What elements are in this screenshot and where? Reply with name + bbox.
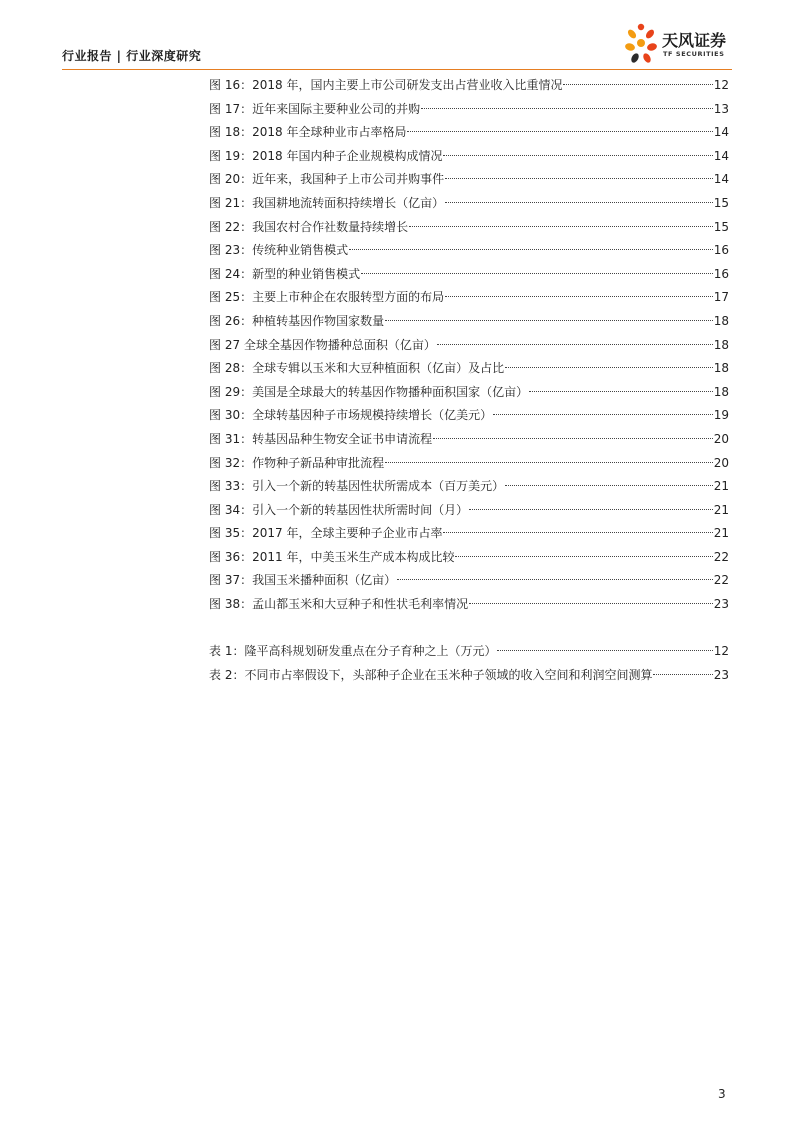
toc-entry-page: 20 [713,455,729,470]
toc-dot-leader [385,320,713,321]
toc-entry[interactable] [209,145,729,169]
toc-dot-leader [349,249,713,250]
toc-entry[interactable] [209,192,729,216]
toc-entry-page: 18 [713,337,729,352]
toc-entry-page: 16 [713,243,729,258]
toc-entry[interactable] [209,640,729,664]
page-number: 3 [718,1087,726,1101]
toc-entry-page: 12 [713,644,729,659]
table-of-contents [209,74,729,687]
toc-entry-page: 21 [713,479,729,494]
toc-entry-label: 图 27 全球全基因作物播种总面积（亿亩） [209,337,436,352]
tf-securities-logo [622,22,732,66]
toc-entry-page: 18 [713,361,729,376]
toc-entry[interactable] [209,98,729,122]
toc-entry-page: 21 [713,502,729,517]
toc-entry-label: 表 1：隆平高科规划研发重点在分子育种之上（万元） [209,644,497,659]
header-divider [62,69,732,70]
toc-entry[interactable] [209,310,729,334]
toc-entry-label: 图 21：我国耕地流转面积持续增长（亿亩） [209,195,445,210]
toc-entry[interactable] [209,475,729,499]
toc-entry-label: 图 29：美国是全球最大的转基因作物播种面积国家（亿亩） [209,384,529,399]
toc-dot-leader [497,650,712,651]
toc-entry[interactable] [209,546,729,570]
toc-entry-label: 图 26：种植转基因作物国家数量 [209,313,385,328]
toc-section-gap [209,617,729,641]
toc-entry-label: 图 38：孟山都玉米和大豆种子和性状毛利率情况 [209,597,469,612]
toc-entry-label: 图 22：我国农村合作社数量持续增长 [209,219,409,234]
toc-dot-leader [505,367,713,368]
toc-dot-leader [529,391,713,392]
toc-dot-leader [445,202,713,203]
toc-dot-leader [409,226,713,227]
toc-entry[interactable] [209,664,729,688]
toc-entry-page: 13 [713,101,729,116]
toc-entry-label: 图 34：引入一个新的转基因性状所需时间（月） [209,502,469,517]
toc-entry-label: 图 35：2017 年，全球主要种子企业市占率 [209,526,443,541]
toc-entry-page: 18 [713,313,729,328]
toc-entry[interactable] [209,381,729,405]
toc-entry-page: 18 [713,384,729,399]
logo-flower-icon [622,22,660,66]
page-header [62,0,732,70]
toc-entry-label: 图 18：2018 年全球种业市占率格局 [209,125,407,140]
toc-entry-page: 15 [713,195,729,210]
toc-entry[interactable] [209,334,729,358]
toc-entry-label: 表 2：不同市占率假设下，头部种子企业在玉米种子领域的收入空间和利润空间测算 [209,667,653,682]
toc-entry[interactable] [209,74,729,98]
toc-entry-label: 图 33：引入一个新的转基因性状所需成本（百万美元） [209,479,505,494]
toc-dot-leader [443,155,712,156]
toc-dot-leader [445,178,713,179]
toc-entry[interactable] [209,452,729,476]
toc-entry-page: 16 [713,266,729,281]
toc-dot-leader [385,462,713,463]
toc-entry-label: 图 25：主要上市种企在农服转型方面的布局 [209,290,445,305]
toc-entry-page: 22 [713,549,729,564]
toc-entry-page: 23 [713,667,729,682]
toc-entry-label: 图 37：我国玉米播种面积（亿亩） [209,573,397,588]
toc-entry-label: 图 23：传统种业销售模式 [209,243,349,258]
toc-entry[interactable] [209,404,729,428]
toc-dot-leader [437,344,713,345]
toc-dot-leader [505,485,713,486]
toc-entry[interactable] [209,263,729,287]
figure-list [209,74,729,617]
toc-entry-label: 图 36：2011 年，中美玉米生产成本构成比较 [209,549,455,564]
toc-entry[interactable] [209,121,729,145]
toc-entry-page: 22 [713,573,729,588]
toc-entry-page: 12 [713,78,729,92]
toc-entry-page: 20 [713,431,729,446]
toc-entry[interactable] [209,286,729,310]
logo-text-cn: 天风证券 [662,31,727,50]
toc-entry-label: 图 16：2018 年，国内主要上市公司研发支出占营业收入比重情况 [209,78,563,92]
toc-entry-label: 图 30：全球转基因种子市场规模持续增长（亿美元） [209,408,493,423]
toc-dot-leader [653,674,712,675]
toc-entry-page: 14 [713,148,729,163]
toc-dot-leader [407,131,712,132]
toc-entry[interactable] [209,239,729,263]
toc-entry[interactable] [209,428,729,452]
toc-entry[interactable] [209,569,729,593]
toc-dot-leader [469,603,713,604]
toc-entry[interactable] [209,168,729,192]
toc-entry-page: 17 [713,290,729,305]
toc-entry-label: 图 20：近年来，我国种子上市公司并购事件 [209,172,445,187]
toc-dot-leader [445,296,713,297]
toc-entry[interactable] [209,216,729,240]
toc-entry-page: 19 [713,408,729,423]
toc-dot-leader [469,509,713,510]
toc-dot-leader [563,84,712,85]
toc-entry-label: 图 19：2018 年国内种子企业规模构成情况 [209,148,443,163]
table-list [209,640,729,687]
toc-entry[interactable] [209,593,729,617]
toc-dot-leader [433,438,713,439]
toc-entry-label: 图 24：新型的种业销售模式 [209,266,361,281]
toc-entry[interactable] [209,499,729,523]
toc-dot-leader [397,579,713,580]
toc-entry[interactable] [209,522,729,546]
toc-dot-leader [361,273,713,274]
toc-dot-leader [493,414,713,415]
toc-dot-leader [443,532,712,533]
toc-entry[interactable] [209,357,729,381]
logo-text-en: TF SECURITIES [663,50,725,58]
toc-entry-page: 21 [713,526,729,541]
toc-entry-label: 图 17：近年来国际主要种业公司的并购 [209,101,421,116]
toc-entry-page: 15 [713,219,729,234]
toc-dot-leader [421,108,713,109]
toc-entry-label: 图 31：转基因品种生物安全证书申请流程 [209,431,433,446]
toc-entry-page: 14 [713,125,729,140]
toc-entry-label: 图 32：作物种子新品种审批流程 [209,455,385,470]
toc-entry-label: 图 28：全球专辑以玉米和大豆种植面积（亿亩）及占比 [209,361,505,376]
toc-dot-leader [455,556,712,557]
toc-entry-page: 14 [713,172,729,187]
toc-entry-page: 23 [713,597,729,612]
header-title: 行业报告 | 行业深度研究 [62,49,202,63]
